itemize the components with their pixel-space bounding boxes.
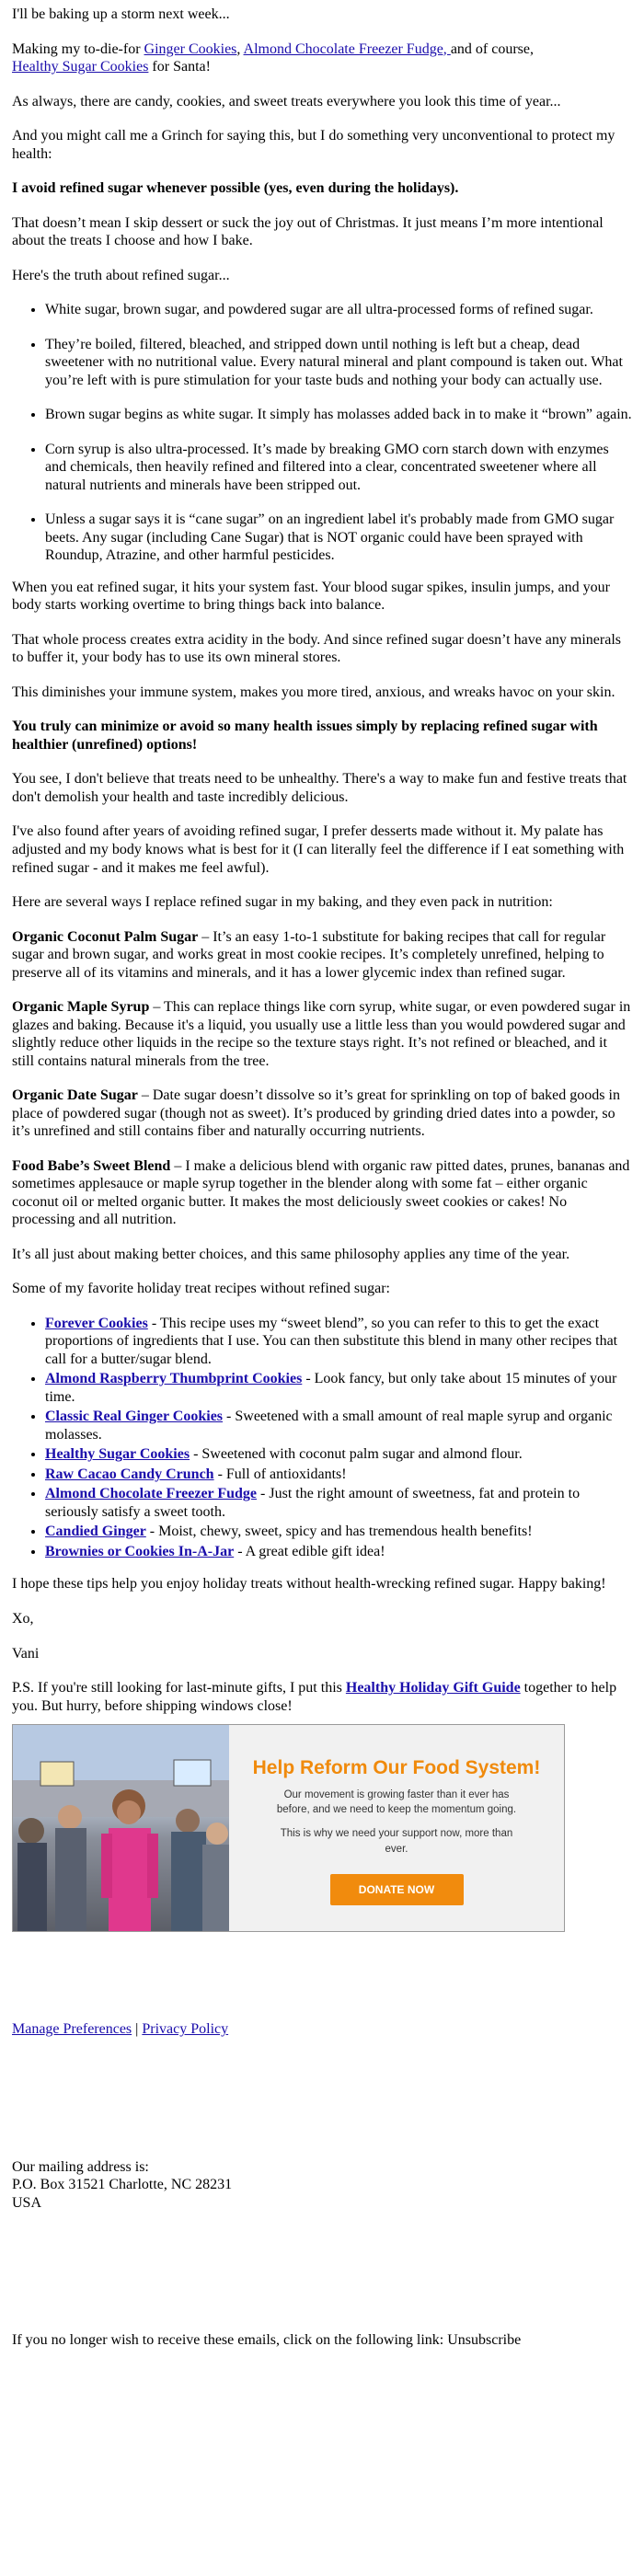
recipe-link[interactable]: Candied Ginger xyxy=(45,1524,146,1540)
recipe-list xyxy=(12,1315,632,1561)
banner-text: This is why we need your support now, more than ever. xyxy=(280,1828,513,1855)
intro-paragraph: Making my to-die-for Ginger Cookies, Almond Chocolate Freezer Fudge, and of course, Healthy Sugar Cookies for Santa! xyxy=(12,40,534,75)
donate-banner[interactable] xyxy=(12,1724,565,1932)
donate-panel xyxy=(229,1725,564,1931)
mailing-label: Our mailing address is: xyxy=(12,2158,149,2175)
bold-statement: I avoid refined sugar whenever possible (yes, even during the holidays). xyxy=(12,180,459,197)
paragraph: This diminishes your immune system, makes you more tired, anxious, and wreaks havoc on your skin. xyxy=(12,684,615,700)
list-item: • They’re boiled, filtered, bleached, and stripped down until nothing is left but a cheap, dead sweetener with no nutritional value. Every natural mineral and plant compound is taken out. What you’re left with is pure stimulation for your taste buds and nothing your body can actually use. xyxy=(45,336,632,390)
sweetener-coconut-palm: Organic Coconut Palm Sugar – It’s an easy 1-to-1 substitute for baking recipes that call for regular sugar and brown sugar, and works great in most cookie recipes. It’s completely unrefined, helping to preserve all of its vitamins and minerals, and it has a lower glycemic index than refined sugar. xyxy=(12,928,606,981)
intro-line: I'll be baking up a storm next week... xyxy=(12,6,230,22)
address-line: P.O. Box 31521 Charlotte, NC 28231 xyxy=(12,2177,233,2193)
list-item: • Brown sugar begins as white sugar. It simply has molasses added back in to make it “brown” again. xyxy=(45,406,632,424)
rally-photo xyxy=(13,1725,229,1931)
paragraph: When you eat refined sugar, it hits your system fast. Your blood sugar spikes, insulin jumps, and your body starts working overtime to bring things back into balance. xyxy=(12,579,610,614)
bold-statement: You truly can minimize or avoid so many health issues simply by replacing refined sugar with healthier (unrefined) options! xyxy=(12,719,598,753)
recipe-link[interactable]: Raw Cacao Candy Crunch xyxy=(45,1466,214,1482)
donate-button[interactable]: DONATE NOW xyxy=(330,1874,464,1905)
list-item: • White sugar, brown sugar, and powdered sugar are all ultra-processed forms of refined sugar. xyxy=(45,301,632,319)
paragraph: And you might call me a Grinch for saying this, but I do something very unconventional to protect my health: xyxy=(12,128,615,162)
recipe-link[interactable]: Healthy Sugar Cookies xyxy=(45,1446,190,1463)
recipe-link[interactable]: Almond Chocolate Freezer Fudge xyxy=(45,1486,258,1502)
paragraph: That whole process creates extra acidity in the body. And since refined sugar doesn’t have any minerals to buffer it, your body has to use its own mineral stores. xyxy=(12,631,621,666)
paragraph: Here's the truth about refined sugar... xyxy=(12,267,230,283)
recipe-item: • Raw Cacao Candy Crunch - Full of antioxidants! xyxy=(45,1466,632,1484)
sweetener-sweet-blend: Food Babe’s Sweet Blend – I make a delicious blend with organic raw pitted dates, prunes, bananas and sometimes applesauce or maple syrup together in the blender along with some fat – either organic coconut oil or melted organic butter. It makes the most deliciously sweet cookies or cakes! No processing and all nutrition. xyxy=(12,1157,630,1228)
recipe-item: • Classic Real Ginger Cookies - Sweetened with a small amount of real maple syrup and organic molasses. xyxy=(45,1408,632,1443)
paragraph: I hope these tips help you enjoy holiday treats without health-wrecking refined sugar. Happy baking! xyxy=(12,1576,606,1593)
recipe-item: • Healthy Sugar Cookies - Sweetened with coconut palm sugar and almond flour. xyxy=(45,1445,632,1464)
address-country: USA xyxy=(12,2194,42,2211)
mailing-address xyxy=(12,2158,632,2213)
recipe-link[interactable]: Classic Real Ginger Cookies xyxy=(45,1409,224,1425)
recipe-link[interactable]: Almond Raspberry Thumbprint Cookies xyxy=(45,1371,303,1387)
privacy-policy-link[interactable]: Privacy Policy xyxy=(142,2021,229,2038)
link-separator: | xyxy=(132,2021,143,2038)
recipe-item: • Almond Raspberry Thumbprint Cookies - Look fancy, but only take about 15 minutes of your time. xyxy=(45,1370,632,1406)
paragraph: That doesn’t mean I skip dessert or suck the joy out of Christmas. It just means I’m more intentional about the treats I choose and how I bake. xyxy=(12,214,604,249)
unsubscribe-text[interactable]: If you no longer wish to receive these emails, click on the following link: Unsubscribe xyxy=(12,2332,522,2349)
postscript: P.S. If you're still looking for last-minute gifts, I put this Healthy Holiday Gift Guide together to help you. But hurry, before shipping windows close! xyxy=(12,1680,617,1714)
recipe-item: • Forever Cookies - This recipe uses my “sweet blend”, so you can refer to this to get the exact proportions of ingredients that I use. You can then substitute this blend in many other recipes that call for a butter/sugar blend. xyxy=(45,1315,632,1369)
manage-preferences-link[interactable]: Manage Preferences xyxy=(12,2021,132,2038)
sweetener-maple-syrup: Organic Maple Syrup – This can replace things like corn syrup, white sugar, or even powdered sugar in glazes and baking. Because it's a liquid, you usually use a little less than you would powdered sugar and slightly reduce other liquids in the recipe so the texture stays right. It’s not refined or bleached, and it still contains natural minerals from the tree. xyxy=(12,999,631,1069)
rally-illustration xyxy=(13,1725,229,1931)
healthy-sugar-cookies-link[interactable]: Healthy Sugar Cookies xyxy=(12,59,149,75)
recipe-item: • Almond Chocolate Freezer Fudge - Just the right amount of sweetness, fat and protein to seriously satisfy a sweet tooth. xyxy=(45,1485,632,1521)
paragraph: Here are several ways I replace refined sugar in my baking, and they even pack in nutrition: xyxy=(12,894,553,911)
signoff-xo: Xo, xyxy=(12,1611,34,1627)
sweetener-date-sugar: Organic Date Sugar – Date sugar doesn’t dissolve so it’s great for sprinkling on top of baked goods in place of powdered sugar (though not as sweet). It’s produced by grinding dried dates into a powder, so it’s unrefined and still contains fiber and naturally occurring nutrients. xyxy=(12,1087,620,1140)
recipe-item: • Brownies or Cookies In-A-Jar - A great edible gift idea! xyxy=(45,1543,632,1561)
recipe-item: • Candied Ginger - Moist, chewy, sweet, spicy and has tremendous health benefits! xyxy=(45,1523,632,1541)
list-item: • Corn syrup is also ultra-processed. It’s made by breaking GMO corn starch down with enzymes and chemicals, then heavily refined and filtered into a clear, concentrated sweetener where all natural nutrients and minerals have been stripped out. xyxy=(45,441,632,495)
recipe-link[interactable]: Brownies or Cookies In-A-Jar xyxy=(45,1543,235,1559)
recipe-link[interactable]: Forever Cookies xyxy=(45,1315,148,1331)
ginger-cookies-link[interactable]: Ginger Cookies xyxy=(144,40,237,57)
banner-headline: Help Reform Our Food System! xyxy=(252,1757,541,1779)
gift-guide-link[interactable]: Healthy Holiday Gift Guide xyxy=(345,1680,521,1696)
paragraph: I've also found after years of avoiding refined sugar, I prefer desserts made without it. My palate has adjusted and my body knows what is best for it (I can literally feel the difference if I eat something with refined sugar - and it makes me feel awful). xyxy=(12,823,625,876)
list-item: • Unless a sugar says it is “cane sugar” on an ingredient label it's probably made from GMO sugar beets. Any sugar (including Cane Sugar) that is NOT organic could have been sprayed with Roundup, Atrazine, and other harmful pesticides. xyxy=(45,511,632,565)
refined-sugar-facts-list xyxy=(12,301,632,565)
freezer-fudge-link[interactable]: Almond Chocolate Freezer Fudge, xyxy=(243,40,451,57)
paragraph: As always, there are candy, cookies, and sweet treats everywhere you look this time of year... xyxy=(12,93,561,109)
signoff-name: Vani xyxy=(12,1645,40,1662)
paragraph: Some of my favorite holiday treat recipes without refined sugar: xyxy=(12,1281,390,1297)
paragraph: You see, I don't believe that treats need to be unhealthy. There's a way to make fun and festive treats that don't demolish your health and taste incredibly delicious. xyxy=(12,771,627,805)
paragraph: It’s all just about making better choices, and this same philosophy applies any time of the year. xyxy=(12,1246,570,1262)
footer-links xyxy=(12,2020,632,2039)
banner-text: Our movement is growing faster than it ever has before, and we need to keep the momentum going. xyxy=(276,1788,517,1816)
